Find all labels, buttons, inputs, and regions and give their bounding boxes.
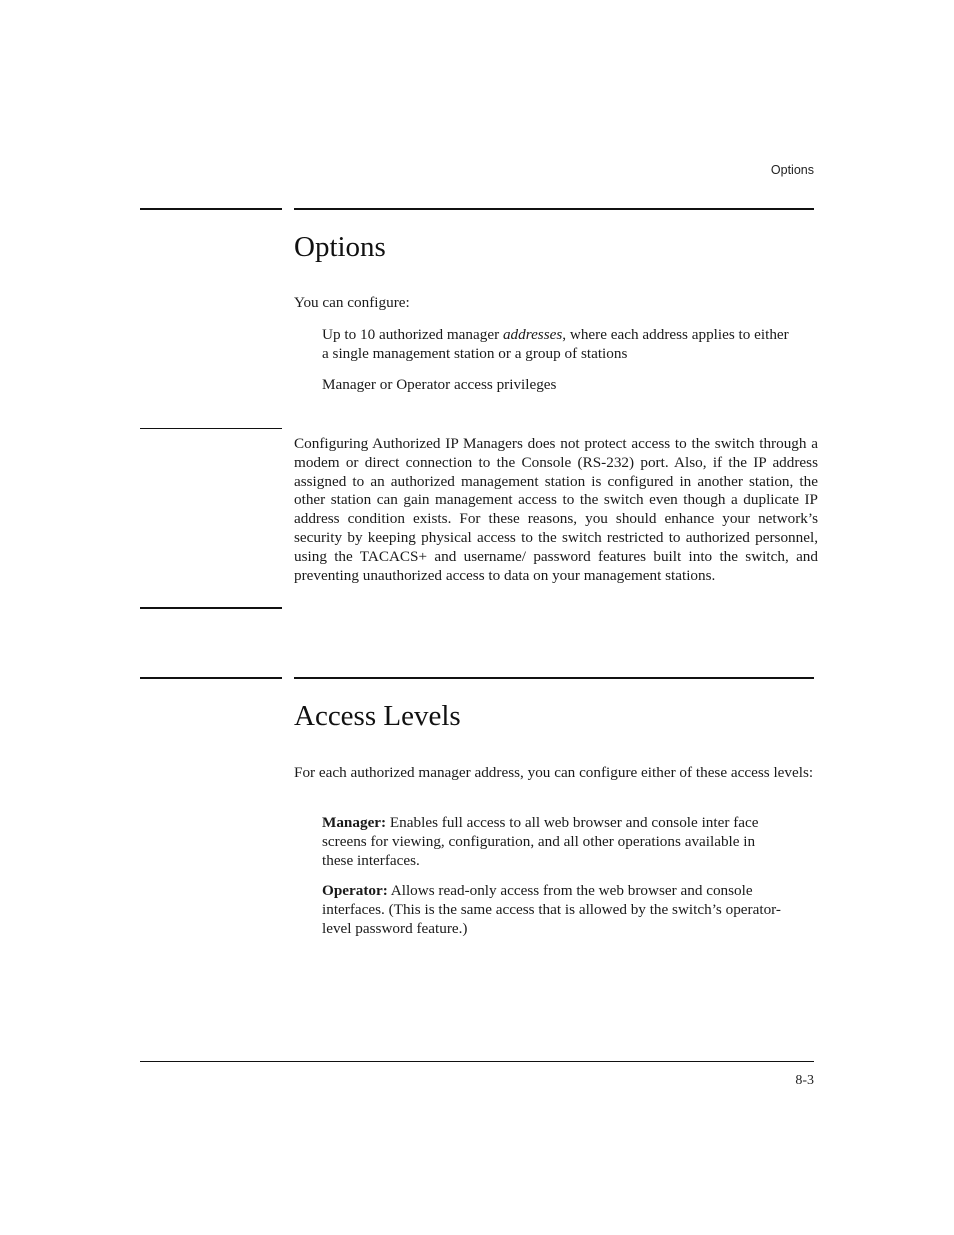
note-rule-top	[140, 428, 282, 429]
item-text: Up to 10 authorized manager	[322, 326, 503, 343]
section-rule-left	[140, 208, 282, 210]
running-header: Options	[770, 163, 814, 177]
note-rule-bottom	[140, 607, 282, 609]
options-item-addresses	[322, 326, 792, 364]
section-title-options: Options	[294, 231, 386, 263]
section-rule-left	[140, 677, 282, 679]
manager-label: Manager:	[322, 814, 387, 831]
access-item-manager	[322, 814, 790, 870]
footer-rule	[140, 1061, 814, 1062]
access-item-operator	[322, 882, 782, 938]
manager-description: Enables full access to all web browser and console inter face screens for viewing, configuration, and all other operations available in these interfaces.	[322, 814, 759, 869]
item-text-rest: , where each address applies to either a single management station or a group of stations	[322, 326, 789, 362]
section-rule-main	[294, 677, 814, 679]
operator-description: Allows read-only access from the web browser and console interfaces. (This is the same access that is allowed by the switch’s operator-level password feature.)	[322, 882, 781, 937]
item-emphasis: addresses	[502, 326, 563, 343]
section-title-access-levels: Access Levels	[294, 700, 461, 732]
note-text: Configuring Authorized IP Managers does not protect access to the switch through a modem or direct connection to the Console (RS-232) port. Also, if the IP address assigned to an authorized management station is configured in another station, the other station can gain management access to the switch even though a duplicate IP address condition exists. For these reasons, you should enhance your network’s security by keeping physical access to the switch restricted to authorized personnel, using the TACACS+ and username/ password features built into the switch, and preventing unauthorized access to data on your management stations.	[294, 435, 818, 584]
options-intro: You can configure:	[294, 294, 410, 311]
page-number: 8-3	[795, 1073, 814, 1088]
options-item-privileges: Manager or Operator access privileges	[322, 376, 557, 393]
operator-label: Operator:	[322, 882, 388, 899]
section-rule-main	[294, 208, 814, 210]
access-intro: For each authorized manager address, you can configure either of these access levels:	[294, 764, 814, 781]
